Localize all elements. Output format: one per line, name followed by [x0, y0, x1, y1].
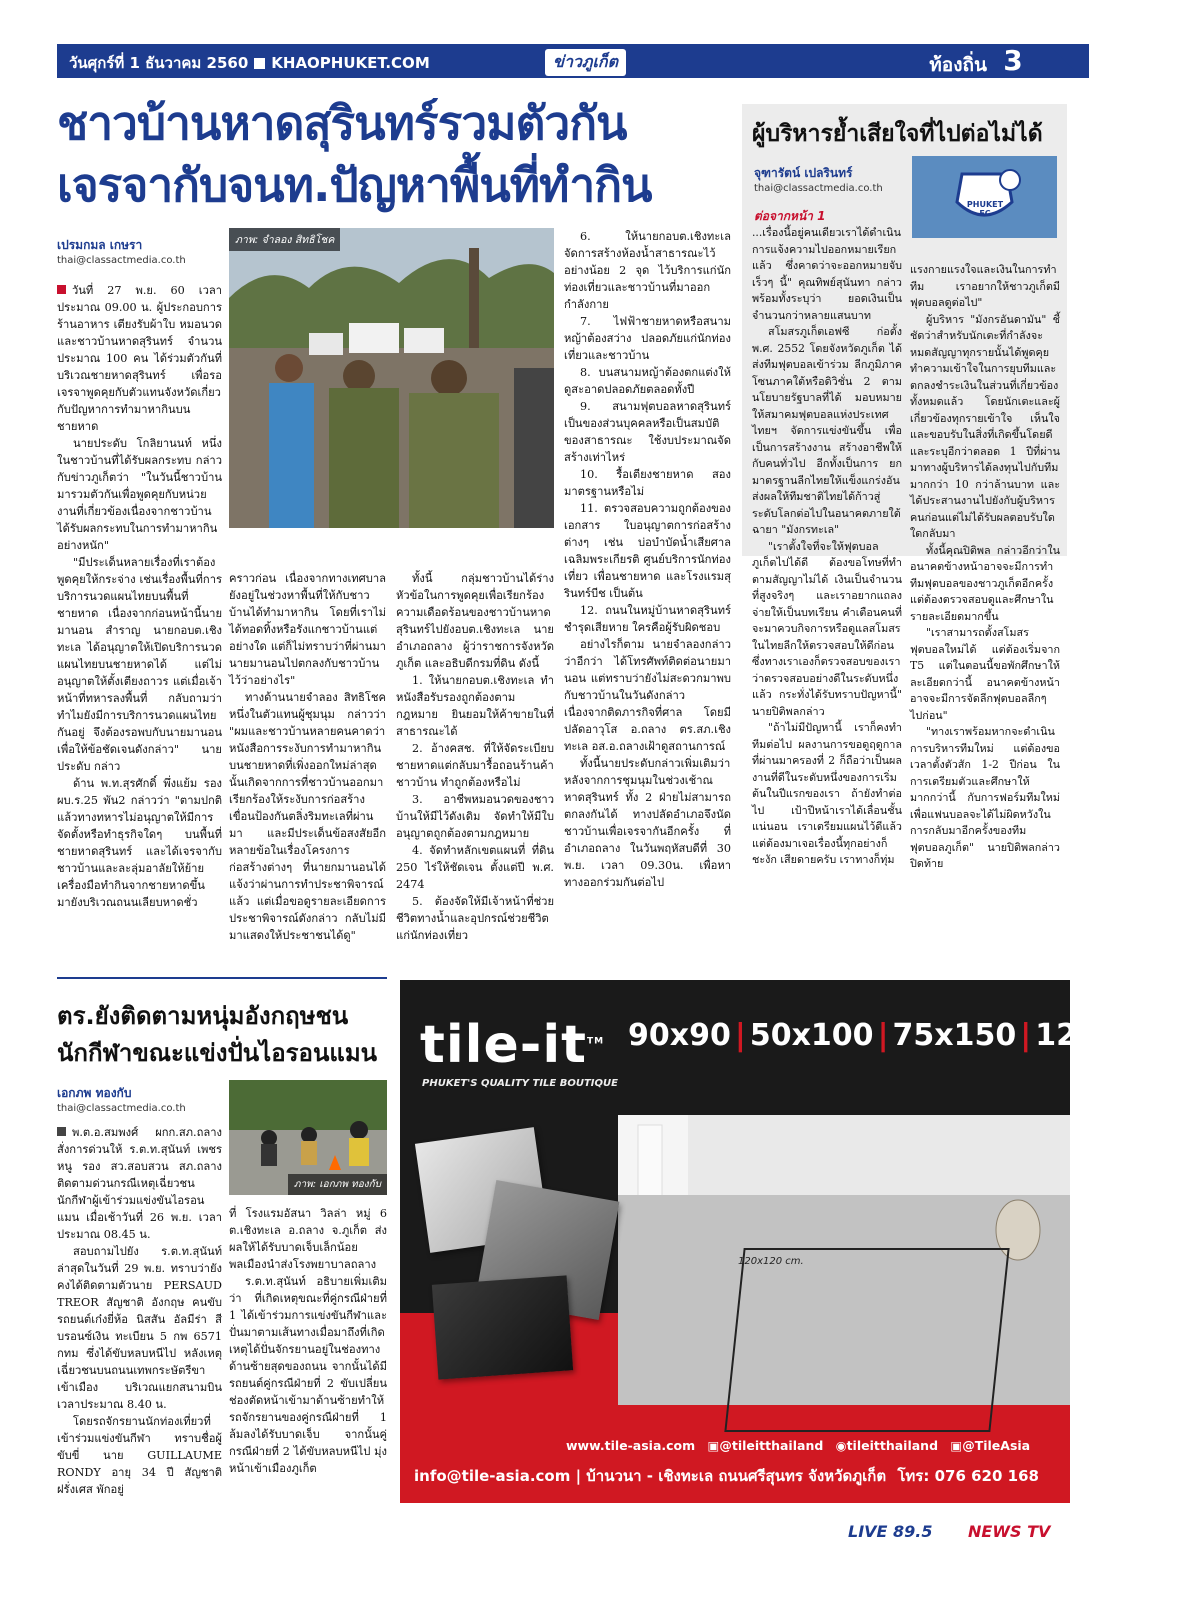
page-number: 3	[1003, 44, 1023, 77]
paragraph: "มีประเด็นหลายเรื่องที่เราต้องพูดคุยให้กระจ่าง เช่นเรื่องพื้นที่การบริการนวดแผนไทยบนพื้นที่ชายหาด เนื่องจากก่อนหน้านี้นายมานอน สำราญ นายกอบต.เชิงทะเล ได้อนุญาตให้เปิดบริการนวดแผนไทยบนชายหาดได้ แต่ไม่อนุญาตให้ตั้งเตียงถาวร แต่เมื่อเจ้าหน้าที่ทหารลงพื้นที่ กลับถามว่าทำไมยังมีการบริการนวดแผนไทยกันอยู่ จึงต้องรอพบกับนายมานอนเพื่อให้ข้อชัดเจนดังกล่าว" นายประดับ กล่าว	[57, 556, 222, 773]
paragraph: ด้าน พ.ท.สุรศักดิ์ พึ่งแย้ม รอง ผบ.ร.25 พัน2 กล่าวว่า "ตามปกติแล้วทางทหารไม่อนุญาตให้มีการจัดตั้งหรือทำธุรกิจใดๆ บนพื้นที่ชายหาดสุรินทร์ และได้เจรจากับชาวบ้านและละลุ่มอาลัยให้ย้ายเครื่องมือทำกินจากชายหาดขึ้นมายังบริเวณถนนเลียบหาดชั่ว	[57, 777, 222, 909]
sidebar-email[interactable]: thai@classactmedia.co.th	[754, 183, 883, 194]
paragraph: ทางด้านนายจำลอง สิทธิโชค หนึ่งในตัวแทนผู้ชุมนุม กล่าวว่า "ผมและชาวบ้านหลายคนคาดว่าหนังสือการระงับการทำมาหากินบนชายหาดที่เพิ่งออกใหม่ล่าสุดนั้นเกิดจากการที่ชาวบ้านออกมาเรียกร้องให้ระงับการก่อสร้างเขื่อนป้องกันตลิ่งริมทะเลที่ผ่านมา และมีประเด็นข้อสงสัยอีกหลายข้อในเรื่องโครงการก่อสร้างต่างๆ ที่นายกมานอนได้แจ้งว่าผ่านการทำประชาพิจารณ์แล้ว แต่เมื่อขอดูรายละเอียดการประชาพิจารณ์ดังกล่าว กลับไม่มีมาแสดงให้ประชาชนได้ดู"	[229, 691, 386, 942]
paragraph: 6. ให้นายกอบต.เชิงทะเล จัดการสร้างห้องน้ำสาธารณะไว้อย่างน้อย 2 จุด ไว้บริการแก่นักท่องเที่ยวและชาวบ้านที่มาออกกำลังกาย	[564, 230, 731, 311]
lead-square	[57, 285, 66, 294]
second-headline-line2: นักกีฬาขณะแข่งปั่นไอรอนแมน	[57, 1039, 378, 1067]
ad-social-line	[566, 1438, 1030, 1453]
cyclist-photo	[229, 1080, 387, 1195]
paragraph: ทั้งนี้นายประดับกล่าวเพิ่มเติมว่า หลังจากการชุมนุมในช่วงเช้าณ หาดสุรินทร์ ทั้ง 2 ฝ่ายไม่สามารถตกลงกันได้ ทางปลัดอำเภอจึงนัดชาวบ้านเพื่อเจรจากันอีกครั้ง ที่อำเภอถลาง ในวันพฤหัสบดีที่ 30 พ.ย. เวลา 09.30น. เพื่อหาทางออกร่วมกันต่อไป	[564, 757, 731, 889]
paragraph: ทั้งนี้คุณปิติพล กล่าวอีกว่าในอนาคตข้างหน้าอาจจะมีการทำทีมฟุตบอลของชาวภูเก็ตอีกครั้ง แต่ต้องตรวจสอบดูและศึกษาในรายละเอียดมากขึ้น	[910, 543, 1060, 623]
paragraph: คราวก่อน เนื่องจากทางเทศบาลยังอยู่ในช่วงหาพื้นที่ให้กับชาวบ้านได้ทำมาหากิน โดยที่เราไม่ได้ทอดทิ้งหรือรังแกชาวบ้านแต่อย่างใด แต่ก็ไม่ทราบว่าที่ผ่านมานายมานอนไปตกลงกับชาวบ้านไว้ว่าอย่างไร"	[229, 572, 386, 687]
sidebar-col-1	[752, 225, 902, 866]
facebook-icon: ▣	[707, 1438, 720, 1453]
main-headline	[57, 92, 737, 216]
instagram-icon: ◉	[835, 1438, 847, 1453]
second-photo-caption: ภาพ: เอกภพ ทองกับ	[288, 1174, 387, 1195]
paragraph: ทั้งนี้ กลุ่มชาวบ้านได้ร่างหัวข้อในการพูดคุยเพื่อเรียกร้องความเดือดร้อนของชาวบ้านหาดสุรินทร์ไปยังอบต.เชิงทะเล นายอำเภอถลาง ผู้ว่าราชการจังหวัดภูเก็ต และอธิบดีกรมที่ดิน ดังนี้	[396, 572, 554, 670]
second-col-1	[57, 1124, 222, 1509]
sidebar-headline: ผู้บริหารย้ำเสียใจที่ไปต่อไม่ได้	[752, 121, 1043, 147]
header-date-line	[69, 51, 430, 75]
second-byline	[57, 1084, 222, 1114]
tile-it-advertisement[interactable]	[400, 980, 1180, 1503]
paragraph: ที่ โรงแรมอัสนา วิลล่า หมู่ 6 ต.เชิงทะเล อ.ถลาง จ.ภูเก็ต ส่งผลให้ได้รับบาดเจ็บเล็กน้อยพลเมืองนำส่งโรงพยาบาลถลาง	[229, 1207, 387, 1271]
sidebar-author: จุฑารัตน์ เปลรินทร์	[754, 166, 853, 180]
paragraph: ...เรื่องนี้อยู่คนเดียวเราได้ดำเนินการแจ้งความไปออกหมายเรียกแล้ว ซึ่งคาดว่าจะออกหมายจับเร็วๆ นี้" คุณทิพย์สุนันทา กล่าว พร้อมทั้งระบุว่า ยอดเงินเป็นจำนวนกว่าหลายแสนบาท	[752, 226, 902, 322]
tile-sample-3	[432, 1275, 573, 1379]
twitter-icon: ▣	[950, 1438, 963, 1453]
paragraph: "ทางเราพร้อมหากจะดำเนินการบริหารทีมใหม่ แต่ต้องขอเวลาตั้งตัวสัก 1-2 ปีก่อน ในการเตรียมตัวและศึกษาให้มากกว่านี้ กับการฟอร์มทีมใหม่เพื่อแฟนบอลจะได้ไม่ผิดหวังในการกลับมาอีกครั้งของทีมฟุตบอลภูเก็ต" นายปิติพลกล่าวปิดท้าย	[910, 725, 1060, 870]
paragraph: 4. จัดทำหลักเขตแผนที่ ที่ดิน 250 ไร่ให้ชัดเจน ตั้งแต่ปี พ.ศ. 2474	[396, 844, 554, 891]
ad-email[interactable]: info@tile-asia.com	[414, 1467, 571, 1485]
paragraph: โดยรถจักรยานนักท่องเที่ยวที่เข้าร่วมแข่งขันกีฬา ทราบชื่อผู้ขับขี่ นาย GUILLAUME RONDY อายุ 34 ปี สัญชาติฝรั่งเศส พักอยู่	[57, 1415, 222, 1496]
second-headline-line1: ตร.ยังติดตามหนุ่มอังกฤษชน	[57, 1002, 349, 1030]
paragraph: แรงกายแรงใจและเงินในการทำทีม เราอยากให้ชาวภูเก็ตมีฟุตบอลดูต่อไป"	[910, 263, 1060, 309]
paragraph: "เราตั้งใจที่จะให้ฟุตบอลภูเก็ตไปได้ดี ต้องขอโทษที่ทำตามสัญญาไม่ได้ เงินเป็นจำนวนที่สูงจริงๆ และเราอยากแถลงจ่ายให้เป็นบทเรียน คำเตือนคนที่จะมาควบกิจการหรือดูแลสโมสรในไทยลีกให้ตรวจสอบให้ดีก่อน ซึ่งทางเราเองก็ตรวจสอบของเราว่าตรวจสอบอย่างดีในระดับหนึ่งแล้ว กระทั่งได้รับทราบปัญหานี้" นายปิติพลกล่าว	[752, 539, 902, 718]
tile-size-label: 120x120 cm.	[738, 1256, 804, 1267]
paragraph: สอบถามไปยัง ร.ต.ท.สุนันท์ ล่าสุดในวันที่ 29 พ.ย. ทราบว่ายังคงได้ติดตามตัวนาย PERSAUD TREOR สัญชาติ อังกฤษ คนขับรถยนต์เก๋งยี่ห้อ นิสสัน อัลมีร่า สีบรอนซ์เงิน ทะเบียน 5 กพ 6571 กทม ซึ่งได้ขับหลบหนีไป หลังเหตุเฉี่ยวชนบนถนนเทพกระษัตรีขาเข้าเมือง บริเวณแยกสนามบิน เวลาประมาณ 8.40 น.	[57, 1245, 222, 1411]
lead-square	[57, 1127, 66, 1136]
paragraph: 10. รื้อเตียงชายหาด สองมาตรฐานหรือไม่	[564, 468, 731, 498]
ad-twitter[interactable]: @TileAsia	[962, 1438, 1031, 1453]
site-link[interactable]: KHAOPHUKET.COM	[271, 54, 430, 72]
author-name: เปรมกมล เกษรา	[57, 238, 143, 252]
main-headline-line2: เจรจากับจนท.ปัญหาพื้นที่ทำกิน	[57, 158, 652, 212]
logo-text: PHUKET FC	[966, 200, 1004, 218]
section-divider	[57, 977, 387, 979]
paragraph: 7. ไฟฟ้าชายหาดหรือสนามหญ้าต้องสว่าง ปลอดภัยแก่นักท่องเที่ยวและชาวบ้าน	[564, 315, 731, 362]
corner-triangle	[1048, 44, 1082, 78]
second-col-2	[229, 1205, 387, 1510]
paragraph: สโมสรภูเก็ตเอฟซี ก่อตั้ง พ.ศ. 2552 โดยจังหวัดภูเก็ต ได้ส่งทีมฟุตบอลเข้าร่วม ลีกภูมิภาคโซนภาคใต้หรือดิวิชั่น 2 ตามนโยบายรัฐบาลที่ได้ มอบหมายให้สมาคมฟุตบอลแห่งประเทศไทยฯ จัดการแข่งขันขึ้น เพื่อเป็นการสร้างงาน สร้างอาชีพให้กับคนทั่วไป อีกทั้งเป็นการ ยกมาตรฐานลีกไทยให้แข็งแกร่งอันส่งผลให้ทีมชาติไทยได้ก้าวสู่ระดับโลกต่อไปในอนาคตภายใต้ฉายา "มังกรทะเล"	[752, 325, 902, 536]
sidebar-col-2	[910, 262, 1060, 870]
paragraph: 2. อ้างคสช. ที่ให้จัดระเบียบชายหาดแต่กลับมารื้อถอนร้านค้าชาวบ้าน ทำถูกต้องหรือไม่	[396, 742, 554, 789]
main-col-1	[57, 282, 222, 952]
paragraph: พ.ต.อ.สมพงศ์ ผกก.สภ.ถลาง สั่งการด่วนให้ ร.ต.ท.สุนันท์ เพชรหนู รอง สว.สอบสวน สภ.ถลาง ติดตามด่วนกรณีเหตุเฉี่ยวชนนักกีฬาผู้เข้าร่วมแข่งขันไอรอนแมน เมื่อเช้าวันที่ 26 พ.ย. เวลาประมาณ 08.45 น.	[57, 1126, 222, 1241]
paragraph: ผู้บริหาร "มังกรอันดามัน" ชี้ชัดว่าสำหรับนักเตะที่กำลังจะหมดสัญญาทุกรายนั้นได้พูดคุยทำความเข้าใจในการยุบทีมและตกลงชำระเงินในส่วนที่เกี่ยวข้องทั้งหมดแล้ว โดยนักเตะและผู้เกี่ยวข้องทุกรายเข้าใจ เห็นใจและขอบรับในสิ่งที่เกิดขึ้นโดยดีและระบุอีกว่าตลอด 1 ปีที่ผ่านมาทางผู้บริหารได้ลงทุนไปกับทีม มากกว่า 10 กว่าล้านบาท และได้ประสานงานไปยังกับผู้บริหารคนก่อนแต่ไม่ได้รับผลตอบรับใดใดกลับมา	[910, 312, 1060, 540]
issue-date: วันศุกร์ที่ 1 ธันวาคม 2560	[69, 54, 249, 72]
tile-outline	[724, 1248, 1009, 1432]
size-option: 75x150	[892, 1018, 1017, 1053]
ad-website[interactable]: www.tile-asia.com	[566, 1438, 696, 1453]
second-author: เอกภพ ทองกับ	[57, 1086, 132, 1100]
photo-caption: ภาพ: จำลอง สิทธิโชค	[229, 228, 340, 251]
size-separator: |	[734, 1018, 746, 1053]
protest-photo	[229, 228, 554, 528]
phuket-fc-logo-art	[912, 156, 1057, 238]
paragraph: 5. ต้องจัดให้มีเจ้าหน้าที่ช่วยชีวิตทางน้ำและอุปกรณ์ช่วยชีวิตแก่นักท่องเที่ยว	[396, 895, 554, 942]
section-name: ท้องถิ่น	[929, 54, 987, 76]
paragraph: "เราสามารถตั้งสโมสรฟุตบอลใหม่ได้ แต่ต้องเริ่มจาก T5 แต่ในตอนนี้ขอพักศึกษาให้ละเอียดกว่านี้ อนาคตข้างหน้าอาจจะมีการจัดลีกฟุตบอลลีกๆ ไปก่อน"	[910, 626, 1060, 722]
paragraph: 12. ถนนในหมู่บ้านหาดสุรินทร์ ชำรุดเสียหาย ใครคือผู้รับผิดชอบ	[564, 604, 731, 634]
ad-instagram[interactable]: tileitthailand	[846, 1438, 939, 1453]
protest-photo-art	[229, 228, 554, 528]
separator-square	[254, 58, 265, 69]
size-option: 90x90	[628, 1018, 731, 1053]
second-email[interactable]: thai@classactmedia.co.th	[57, 1103, 186, 1114]
phuket-fc-logo	[912, 156, 1057, 238]
paragraph: 9. สนามฟุตบอลหาดสุรินทร์เป็นของส่วนบุคคลหรือเป็นสมบัติของสาธารณะ ใช้งบประมาณจัดสร้างเท่าไหร่	[564, 400, 731, 464]
paragraph: "ถ้าไม่มีปัญหานี้ เราก็คงทำทีมต่อไป ผลงานการขอดูฤดูกาลที่ผ่านมาครองที่ 2 ก็ถือว่าเป็นผลงานที่ดีในระดับหนึ่งของการเริ่มต้นในปีแรกของเรา ถ้ายังทำต่อไป เป้าปีหน้าเราได้เลื่อนชั้นแน่นอน เราเตรียมแผนไว้ดีแล้ว แต่ต้องมาเจอเรื่องนี้ทุกอย่างก็ชะงัก เสียดายครับ เราทางก็ทุ่ม	[752, 721, 902, 866]
paragraph: 8. บนสนามหญ้าต้องตกแต่งให้ดูสะอาดปลอดภัยตลอดทั้งปี	[564, 366, 731, 396]
main-headline-line1: ชาวบ้านหาดสุรินทร์รวมตัวกัน	[57, 96, 627, 150]
tile-sizes	[628, 1018, 1180, 1053]
main-col-3	[396, 570, 554, 950]
size-separator: |	[877, 1018, 889, 1053]
paragraph: วันที่ 27 พ.ย. 60 เวลาประมาณ 09.00 น. ผู้ประกอบการร้านอาหาร เตียงรับผ้าใบ หมอนวด และชาวบ้านหาดสุรินทร์ จำนวนประมาณ 100 คน ได้ร่วมตัวกันที่บริเวณชายหาดสุรินทร์ เพื่อรอเจรจาพูดคุยกับตัวแทนจังหวัดเกี่ยวกับปัญหาการทำมาหากินบนชายหาด	[57, 284, 222, 433]
ad-brand-logo	[420, 1015, 604, 1075]
paragraph: ร.ต.ท.สุนันท์ อธิบายเพิ่มเติมว่า ที่เกิดเหตุขณะที่คู่กรณีฝ่ายที่ 1 ได้เข้าร่วมการแข่งขันกีฬาและปั่นมาตามเส้นทางเมื่อมาถึงที่เกิดเหตุได้ปั่นจักรยานอยู่ในช่องทางด้านซ้ายสุดของถนน จากนั้นได้มีรถยนต์คู่กรณีฝ่ายที่ 2 ขับเปลี่ยนช่องตัดหน้าเข้ามาด้านซ้ายทำให้รถจักรยานของคู่กรณีฝ่ายที่ 1 ล้มลงได้รับบาดเจ็บ จากนั้นคู่กรณีฝ่ายที่ 2 ได้ขับหลบหนีไป มุ่งหน้าเข้าเมืองภูเก็ต	[229, 1275, 387, 1475]
ad-phone: โทร: 076 620 168	[897, 1467, 1039, 1485]
size-option: 120x120	[1035, 1018, 1180, 1053]
continued-from: ต่อจากหน้า 1	[754, 209, 826, 223]
news-tv-logo: NEWS TV	[968, 1522, 1051, 1541]
live-radio-logo: LIVE 89.5	[848, 1522, 933, 1541]
size-separator: |	[1020, 1018, 1032, 1053]
author-email[interactable]: thai@classactmedia.co.th	[57, 255, 186, 266]
second-headline	[57, 998, 392, 1072]
paragraph: อย่างไรก็ตาม นายจำลองกล่าวว่าอีกว่า ได้โทรศัพท์ติดต่อนายมานอน แต่ทราบว่ายังไม่สะดวกมาพบกับชาวบ้านในวันดังกล่าว เนื่องจากติดภารกิจที่ศาล โดยมีปลัดอาวุโส อ.ถลาง ตร.สภ.เชิงทะเล อส.อ.ถลางเฝ้าดูสถานการณ์	[564, 638, 731, 753]
main-col-4	[564, 228, 731, 950]
brand-name: tile-it	[420, 1015, 588, 1075]
ad-facebook[interactable]: @tileitthailand	[719, 1438, 824, 1453]
ad-address: บ้านวนา - เชิงทะเล ถนนศรีสุนทร จังหวัดภูเก็ต	[586, 1467, 887, 1485]
masthead-logo: ข่าวภูเก็ต	[545, 49, 626, 76]
paragraph: 1. ให้นายกอบต.เชิงทะเล ทำหนังสือรับรองถูกต้องตามกฎหมาย ยินยอมให้ค้าขายในที่สาธารณะได้	[396, 674, 554, 738]
ad-tagline: PHUKET'S QUALITY TILE BOUTIQUE	[422, 1078, 618, 1089]
page-header	[57, 44, 1089, 78]
ad-contact-line: info@tile-asia.com | บ้านวนา - เชิงทะเล ถนนศรีสุนทร จังหวัดภูเก็ต โทร: 076 620 168	[414, 1467, 1039, 1485]
sidebar-byline	[754, 164, 883, 194]
size-option: 50x100	[749, 1018, 874, 1053]
paragraph: นายประดับ โกลิยานนท์ หนึ่งในชาวบ้านที่ได้รับผลกระทบ กล่าวกับข่าวภูเก็ตว่า "ในวันนี้ชาวบ้านมารวมตัวกันเพื่อพูดคุยกับหน่วยงานที่เกี่ยวข้องเนื่องจากชาวบ้านได้รับผลกระทบในการทำมาหากินอย่างหนัก"	[57, 437, 222, 552]
main-byline	[57, 236, 222, 266]
trademark: TM	[587, 1036, 605, 1047]
main-col-2	[229, 570, 386, 950]
paragraph: 11. ตรวจสอบความถูกต้องของเอกสาร ใบอนุญาตการก่อสร้างต่างๆ เช่น บ่อบำบัดน้ำเสียศาลเฉลิมพระเกียรติ ศูนย์บริการนักท่องเที่ยว เพื่อนชายหาด และโรงแรมสุรินทร์บีช เป็นต้น	[564, 502, 731, 600]
paragraph: 3. อาชีพหมอนวดของชาวบ้านให้มีไว้ดังเดิม จัดทำให้มีใบอนุญาตถูกต้องตามกฎหมาย	[396, 793, 554, 840]
